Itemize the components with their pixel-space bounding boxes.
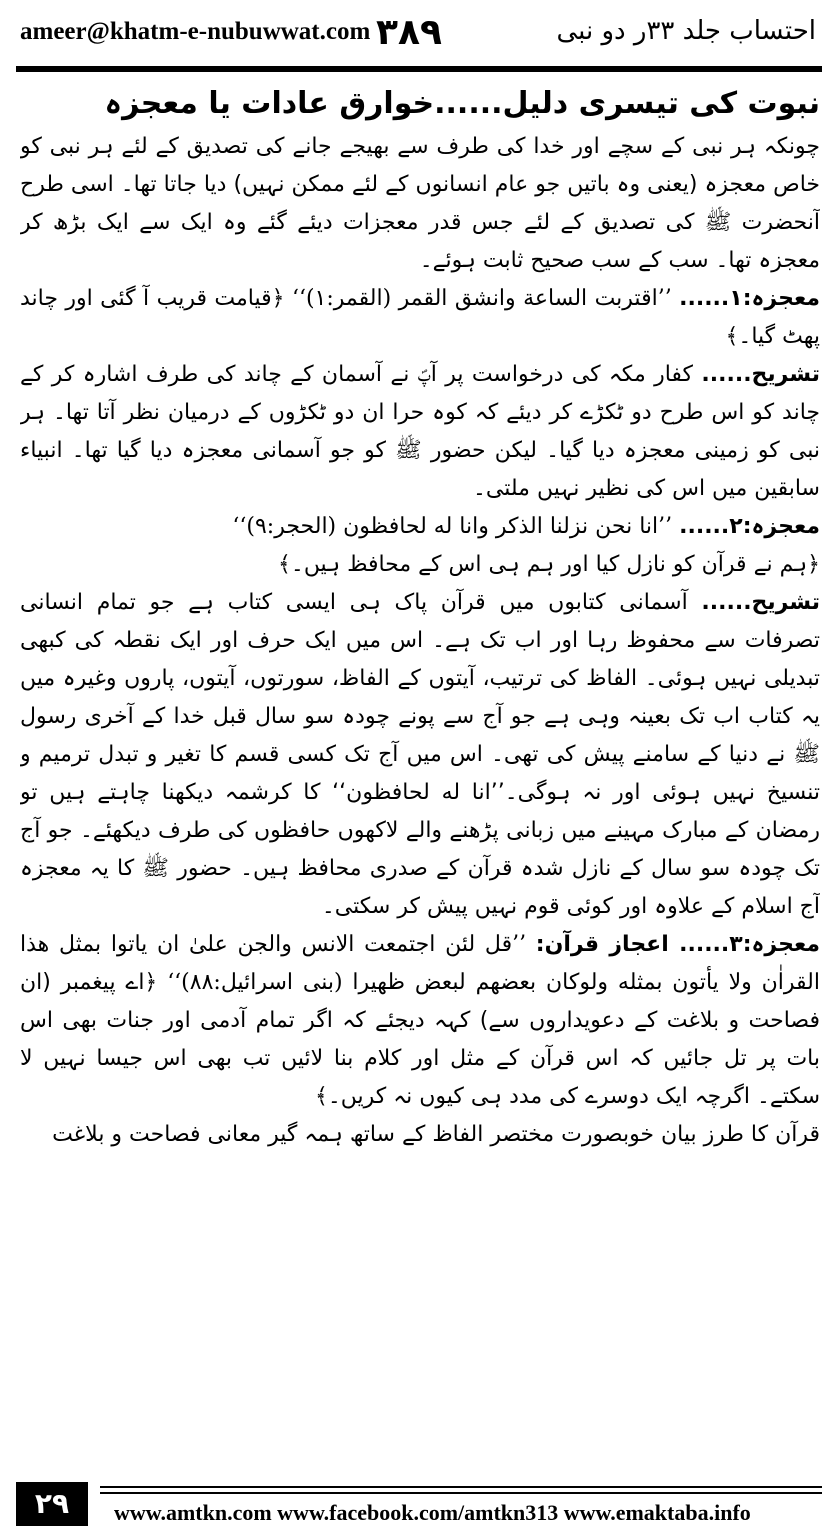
miracle-3-paragraph: [20, 926, 820, 1116]
header-email: ameer@khatm-e-nubuwwat.com: [20, 18, 371, 45]
miracle-1-paragraph: [20, 280, 820, 356]
miracle-3-translation: ﴿اے پیغمبر (ان فصاحت و بلاغت کے دعویداروں سے) کہہ دیجئے کہ اگر تمام آدمی اور جنات بھی اس بات پر تل جائیں کہ اس قرآن کے مثل اور کلام بنا لائیں تب بھی اس جیسا نہیں لا سکتے۔ اگرچہ ایک دوسرے کی مدد ہی کیوں نہ کریں۔﴾: [20, 970, 820, 1109]
miracle-1-explanation-label: تشریح......: [701, 362, 820, 387]
footer-rule: [100, 1486, 822, 1488]
miracle-2-label: معجزہ:۲......: [679, 514, 820, 539]
miracle-3-label: معجزہ:۳...... اعجاز قرآن:: [535, 932, 820, 957]
miracle-2-explanation-text: آسمانی کتابوں میں قرآن پاک ہی ایسی کتاب ہے جو تمام انسانی تصرفات سے محفوظ رہا اور اب تک ہے۔ اس میں ایک حرف اور ایک نقطہ کی کبھی تبدیلی نہیں ہوئی۔ الفاظ کی ترتیب، آیتوں کے الفاظ، سورتوں، آیتوں، پاروں وغیرہ میں یہ کتاب اب تک بعینہ وہی ہے جو آج سے پونے چودہ سو سال قبل خدا کے آخری رسول ﷺ نے دنیا کے سامنے پیش کی تھی۔ اس میں آج تک کسی قسم کا تغیر و تبدل ترمیم و تنسیخ نہیں ہوئی اور نہ ہوگی۔’’انا له لحافظون‘‘ کا کرشمہ دیکھنا چاہتے ہیں تو رمضان کے مبارک مہینے میں زبانی پڑھنے والے لاکھوں حافظوں کی طرف دیکھئے۔ جو آج تک چودہ سو سال کے نازل شدہ قرآن کے صدری محافظ ہیں۔ حضور ﷺ کا یہ معجزہ آج اسلام کے علاوہ اور کوئی قوم نہیں پیش کر سکتی۔: [20, 590, 820, 919]
page-footer: [16, 1486, 822, 1526]
miracle-2-translation: ﴿ہم نے قرآن کو نازل کیا اور ہم ہی اس کے محافظ ہیں۔﴾: [278, 552, 820, 577]
miracle-2-explanation: [20, 584, 820, 926]
miracle-2-verse: ’’انا نحن نزلنا الذکر وانا له لحافظون (الحجر:۹)‘‘: [232, 514, 673, 539]
header-page-number: ۳۸۹: [376, 12, 442, 53]
miracle-1-translation: ﴿قیامت قریب آ گئی اور چاند پھٹ گیا۔﴾: [20, 286, 820, 349]
header-book-info: احتساب جلد ۳۳ر دو نبی: [556, 16, 816, 46]
miracle-1-verse: ’’اقتربت الساعة وانشق القمر (القمر:۱)‘‘: [291, 286, 672, 311]
page-header: [0, 0, 840, 66]
miracle-1-explanation: [20, 356, 820, 508]
miracle-3-verse: ’’قل لئن اجتمعت الانس والجن علیٰ ان یاتوا بمثل هذا القراٰن ولا یأتون بمثله ولوکان بعضهم لبعض ظهیرا (بنی اسرائیل:۸۸)‘‘: [20, 932, 820, 995]
header-rule: [16, 66, 822, 72]
miracle-1-label: معجزہ:۱......: [679, 286, 820, 311]
page-body: [20, 80, 820, 1458]
footer-links: www.amtkn.com www.facebook.com/amtkn313 www.emaktaba.info: [114, 1500, 751, 1525]
intro-paragraph: چونکہ ہر نبی کے سچے اور خدا کی طرف سے بھیجے جانے کی تصدیق کے لئے ہر نبی کو خاص معجزہ (یعنی وہ باتیں جو عام انسانوں کے لئے ممکن نہیں) دیا جاتا تھا۔ اسی طرح آنحضرت ﷺ کی تصدیق کے لئے جس قدر معجزات دیئے گئے وہ ایک سے ایک بڑھ کر معجزہ تھا۔ سب کے سب صحیح ثابت ہوئے۔: [20, 134, 820, 273]
closing-line: قرآن کا طرز بیان خوبصورت مختصر الفاظ کے ساتھ ہمہ گیر معانی فصاحت و بلاغت: [52, 1122, 820, 1147]
miracle-1-explanation-text: کفار مکہ کی درخواست پر آپؐ نے آسمان کے چاند کی طرف اشارہ کر کے چاند کو اس طرح دو ٹکڑے کر دیئے کہ کوہ حرا ان دو ٹکڑوں کے درمیان نظر آتا تھا۔ ہر نبی کو زمینی معجزہ دیا گیا۔ لیکن حضور ﷺ کو جو آسمانی معجزہ دیا گیا تھا۔ انبیاء سابقین میں اس کی نظیر نہیں ملتی۔: [20, 362, 820, 501]
footer-rule-secondary: [100, 1492, 822, 1494]
miracle-2-paragraph: [20, 508, 820, 546]
section-heading: نبوت کی تیسری دلیل......خوارق عادات یا معجزہ: [104, 86, 820, 121]
footer-page-number: ۲۹: [16, 1482, 88, 1526]
miracle-2-explanation-label: تشریح......: [701, 590, 820, 615]
